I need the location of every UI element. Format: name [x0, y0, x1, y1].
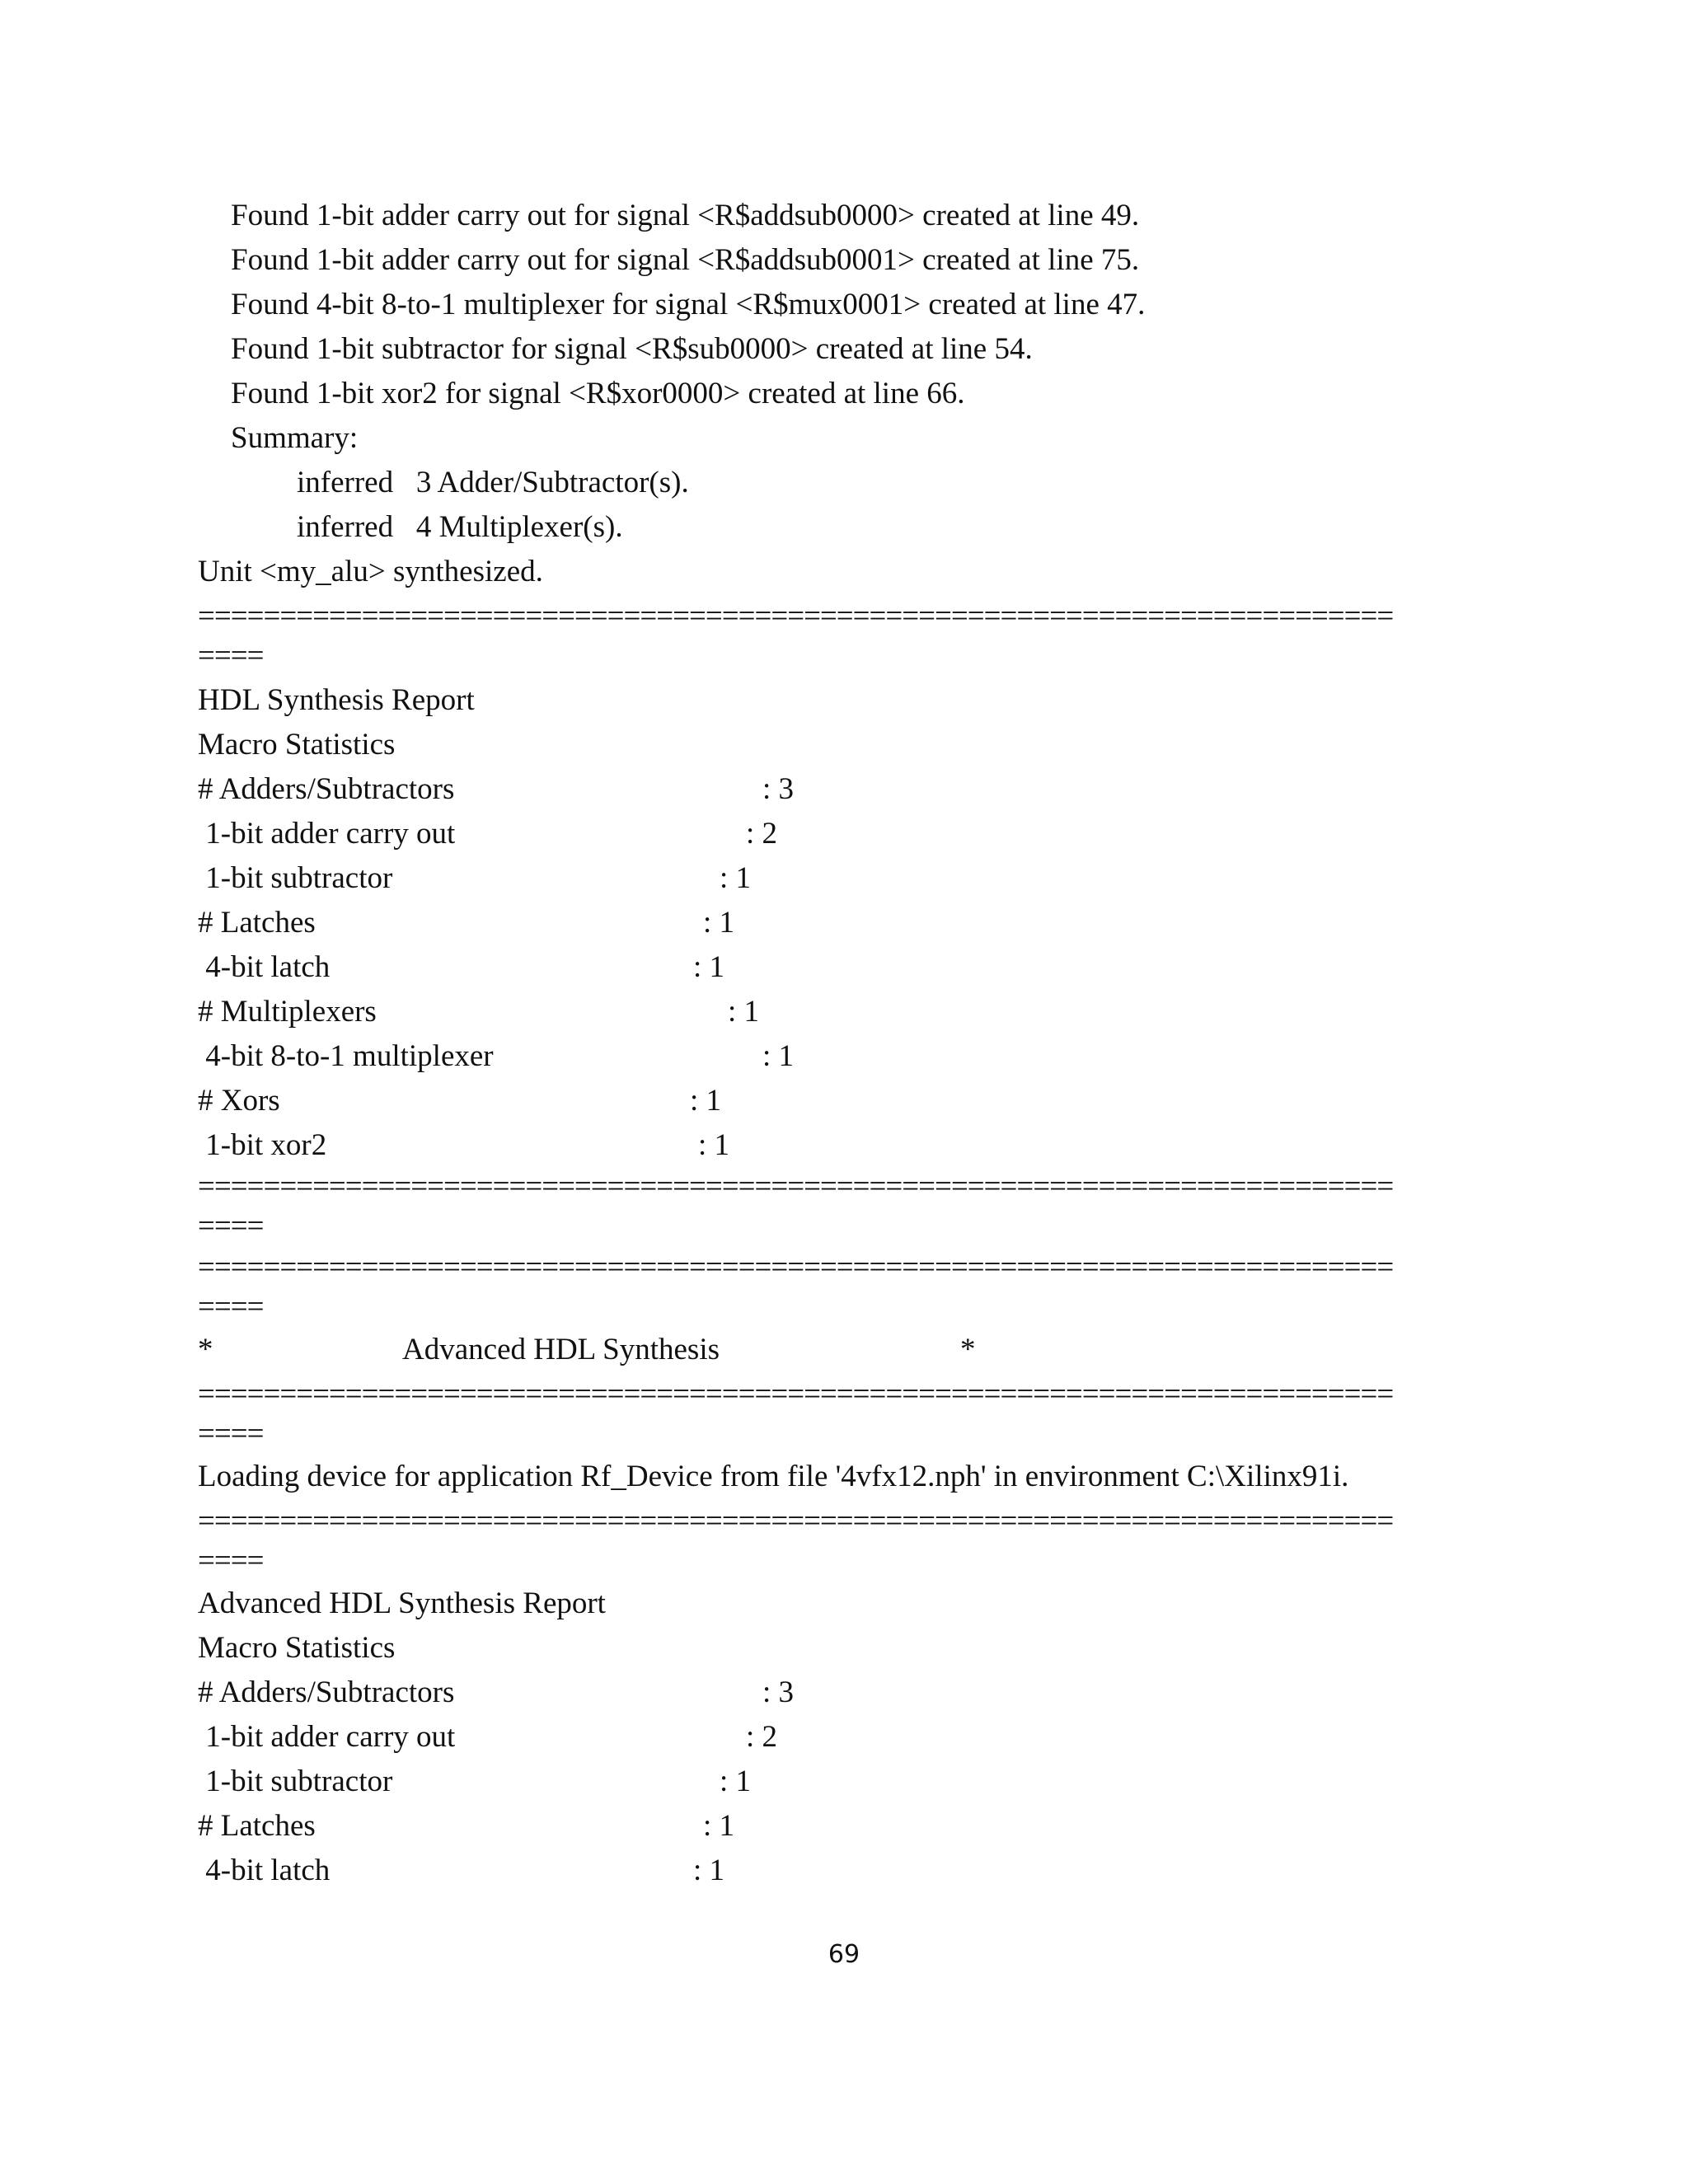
stat-value: : 1	[693, 950, 725, 984]
page-number: 69	[828, 1940, 860, 1969]
found-line: Found 1-bit adder carry out for signal <R$addsub0001> created at line 75.	[231, 243, 1140, 277]
stat-value: : 1	[703, 906, 735, 940]
stat-label: # Adders/Subtractors	[198, 1675, 455, 1709]
stat-label: 1-bit subtractor	[198, 861, 393, 895]
found-line: Found 1-bit xor2 for signal <R$xor0000> created at line 66.	[231, 377, 965, 410]
hdl-report-subtitle: Macro Statistics	[198, 728, 396, 762]
summary-label: Summary:	[231, 421, 359, 455]
stat-value: : 3	[762, 1675, 795, 1709]
advanced-report-subtitle: Macro Statistics	[198, 1631, 396, 1665]
stat-value: : 1	[720, 861, 752, 895]
stat-label: 1-bit xor2	[198, 1128, 327, 1162]
unit-synthesized-line: Unit <my_alu> synthesized.	[198, 555, 543, 588]
separator-rule: =========================================================================	[198, 1250, 1394, 1284]
stat-value: : 3	[762, 772, 795, 806]
loading-device-line: Loading device for application Rf_Device from file '4vfx12.nph' in environment C:\Xilinx91i.	[198, 1460, 1349, 1493]
stat-value: : 1	[720, 1765, 752, 1798]
found-line: Found 1-bit adder carry out for signal <R$addsub0000> created at line 49.	[231, 199, 1140, 232]
stat-label: 1-bit adder carry out	[198, 817, 456, 851]
stat-label: 1-bit adder carry out	[198, 1720, 456, 1754]
summary-item: inferred 4 Multiplexer(s).	[297, 510, 623, 544]
separator-rule: =========================================================================	[198, 599, 1394, 633]
stat-label: # Latches	[198, 906, 316, 940]
stat-value: : 1	[693, 1854, 725, 1887]
stat-value: : 2	[746, 817, 778, 851]
header-right-star: *	[960, 1333, 976, 1366]
separator-rule: =========================================================================	[198, 1504, 1394, 1538]
separator-rule: =========================================================================	[198, 1377, 1394, 1411]
separator-rule-tail: ====	[198, 1209, 264, 1243]
stat-label: # Latches	[198, 1809, 316, 1843]
stat-label: 4-bit latch	[198, 950, 331, 984]
stat-value: : 1	[698, 1128, 730, 1162]
stat-label: 4-bit latch	[198, 1854, 331, 1887]
stat-label: 4-bit 8-to-1 multiplexer	[198, 1039, 494, 1073]
separator-rule-tail: ====	[198, 639, 264, 673]
separator-rule-tail: ====	[198, 1544, 264, 1577]
advanced-synthesis-title: Advanced HDL Synthesis	[402, 1333, 720, 1366]
stat-value: : 1	[703, 1809, 735, 1843]
stat-value: : 2	[746, 1720, 778, 1754]
stat-value: : 1	[690, 1084, 722, 1118]
stat-label: # Adders/Subtractors	[198, 772, 455, 806]
separator-rule-tail: ====	[198, 1290, 264, 1324]
stat-value: : 1	[728, 995, 760, 1029]
stat-label: # Multiplexers	[198, 995, 377, 1029]
found-line: Found 4-bit 8-to-1 multiplexer for signal <R$mux0001> created at line 47.	[231, 288, 1146, 321]
summary-item: inferred 3 Adder/Subtractor(s).	[297, 466, 689, 499]
stat-label: 1-bit subtractor	[198, 1765, 393, 1798]
advanced-report-title: Advanced HDL Synthesis Report	[198, 1586, 606, 1620]
separator-rule: =========================================================================	[198, 1169, 1394, 1203]
stat-label: # Xors	[198, 1084, 280, 1118]
separator-rule-tail: ====	[198, 1417, 264, 1451]
stat-value: : 1	[762, 1039, 795, 1073]
header-left-star: *	[198, 1333, 213, 1366]
found-line: Found 1-bit subtractor for signal <R$sub0000> created at line 54.	[231, 332, 1033, 366]
hdl-report-title: HDL Synthesis Report	[198, 683, 475, 717]
